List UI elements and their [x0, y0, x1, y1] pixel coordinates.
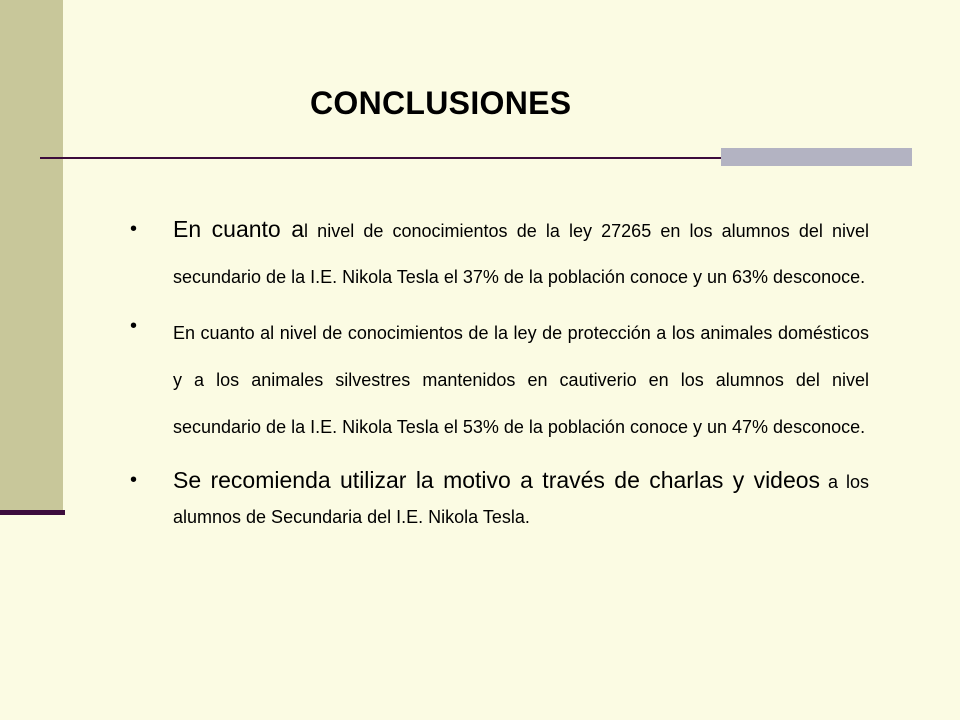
list-item [128, 463, 869, 535]
list-item-text: a los alumnos de Secundaria del I.E. Nikola Tesla. [173, 472, 870, 527]
list-item-text: l nivel de conocimientos de la ley 27265 en los alumnos del nivel secundario de la I.E. Nikola Tesla el 37% de la población conoce y un 63% desconoce. [173, 221, 870, 287]
title-divider-accent [721, 148, 912, 166]
side-decoration-bar-foot [0, 510, 65, 515]
list-item-lead: En cuanto a [173, 216, 305, 242]
slide-title: CONCLUSIONES [310, 85, 572, 121]
list-item-text: En cuanto al nivel de conocimientos de la ley de protección a los animales domésticos y a los animales silvestres mantenidos en cautiverio en los alumnos del nivel secundario de la I.E. Nikola Tesla el 53% de la población conoce y un 47% desconoce. [173, 323, 869, 437]
bullet-icon: • [130, 218, 138, 240]
bullet-icon: • [130, 469, 138, 491]
conclusions-list [128, 206, 869, 535]
side-decoration-bar [0, 0, 63, 511]
bullet-icon: • [130, 315, 138, 337]
list-item [128, 206, 869, 300]
list-item [128, 310, 869, 451]
list-item-lead: Se recomienda utilizar la motivo a través de charlas y videos [173, 467, 821, 493]
